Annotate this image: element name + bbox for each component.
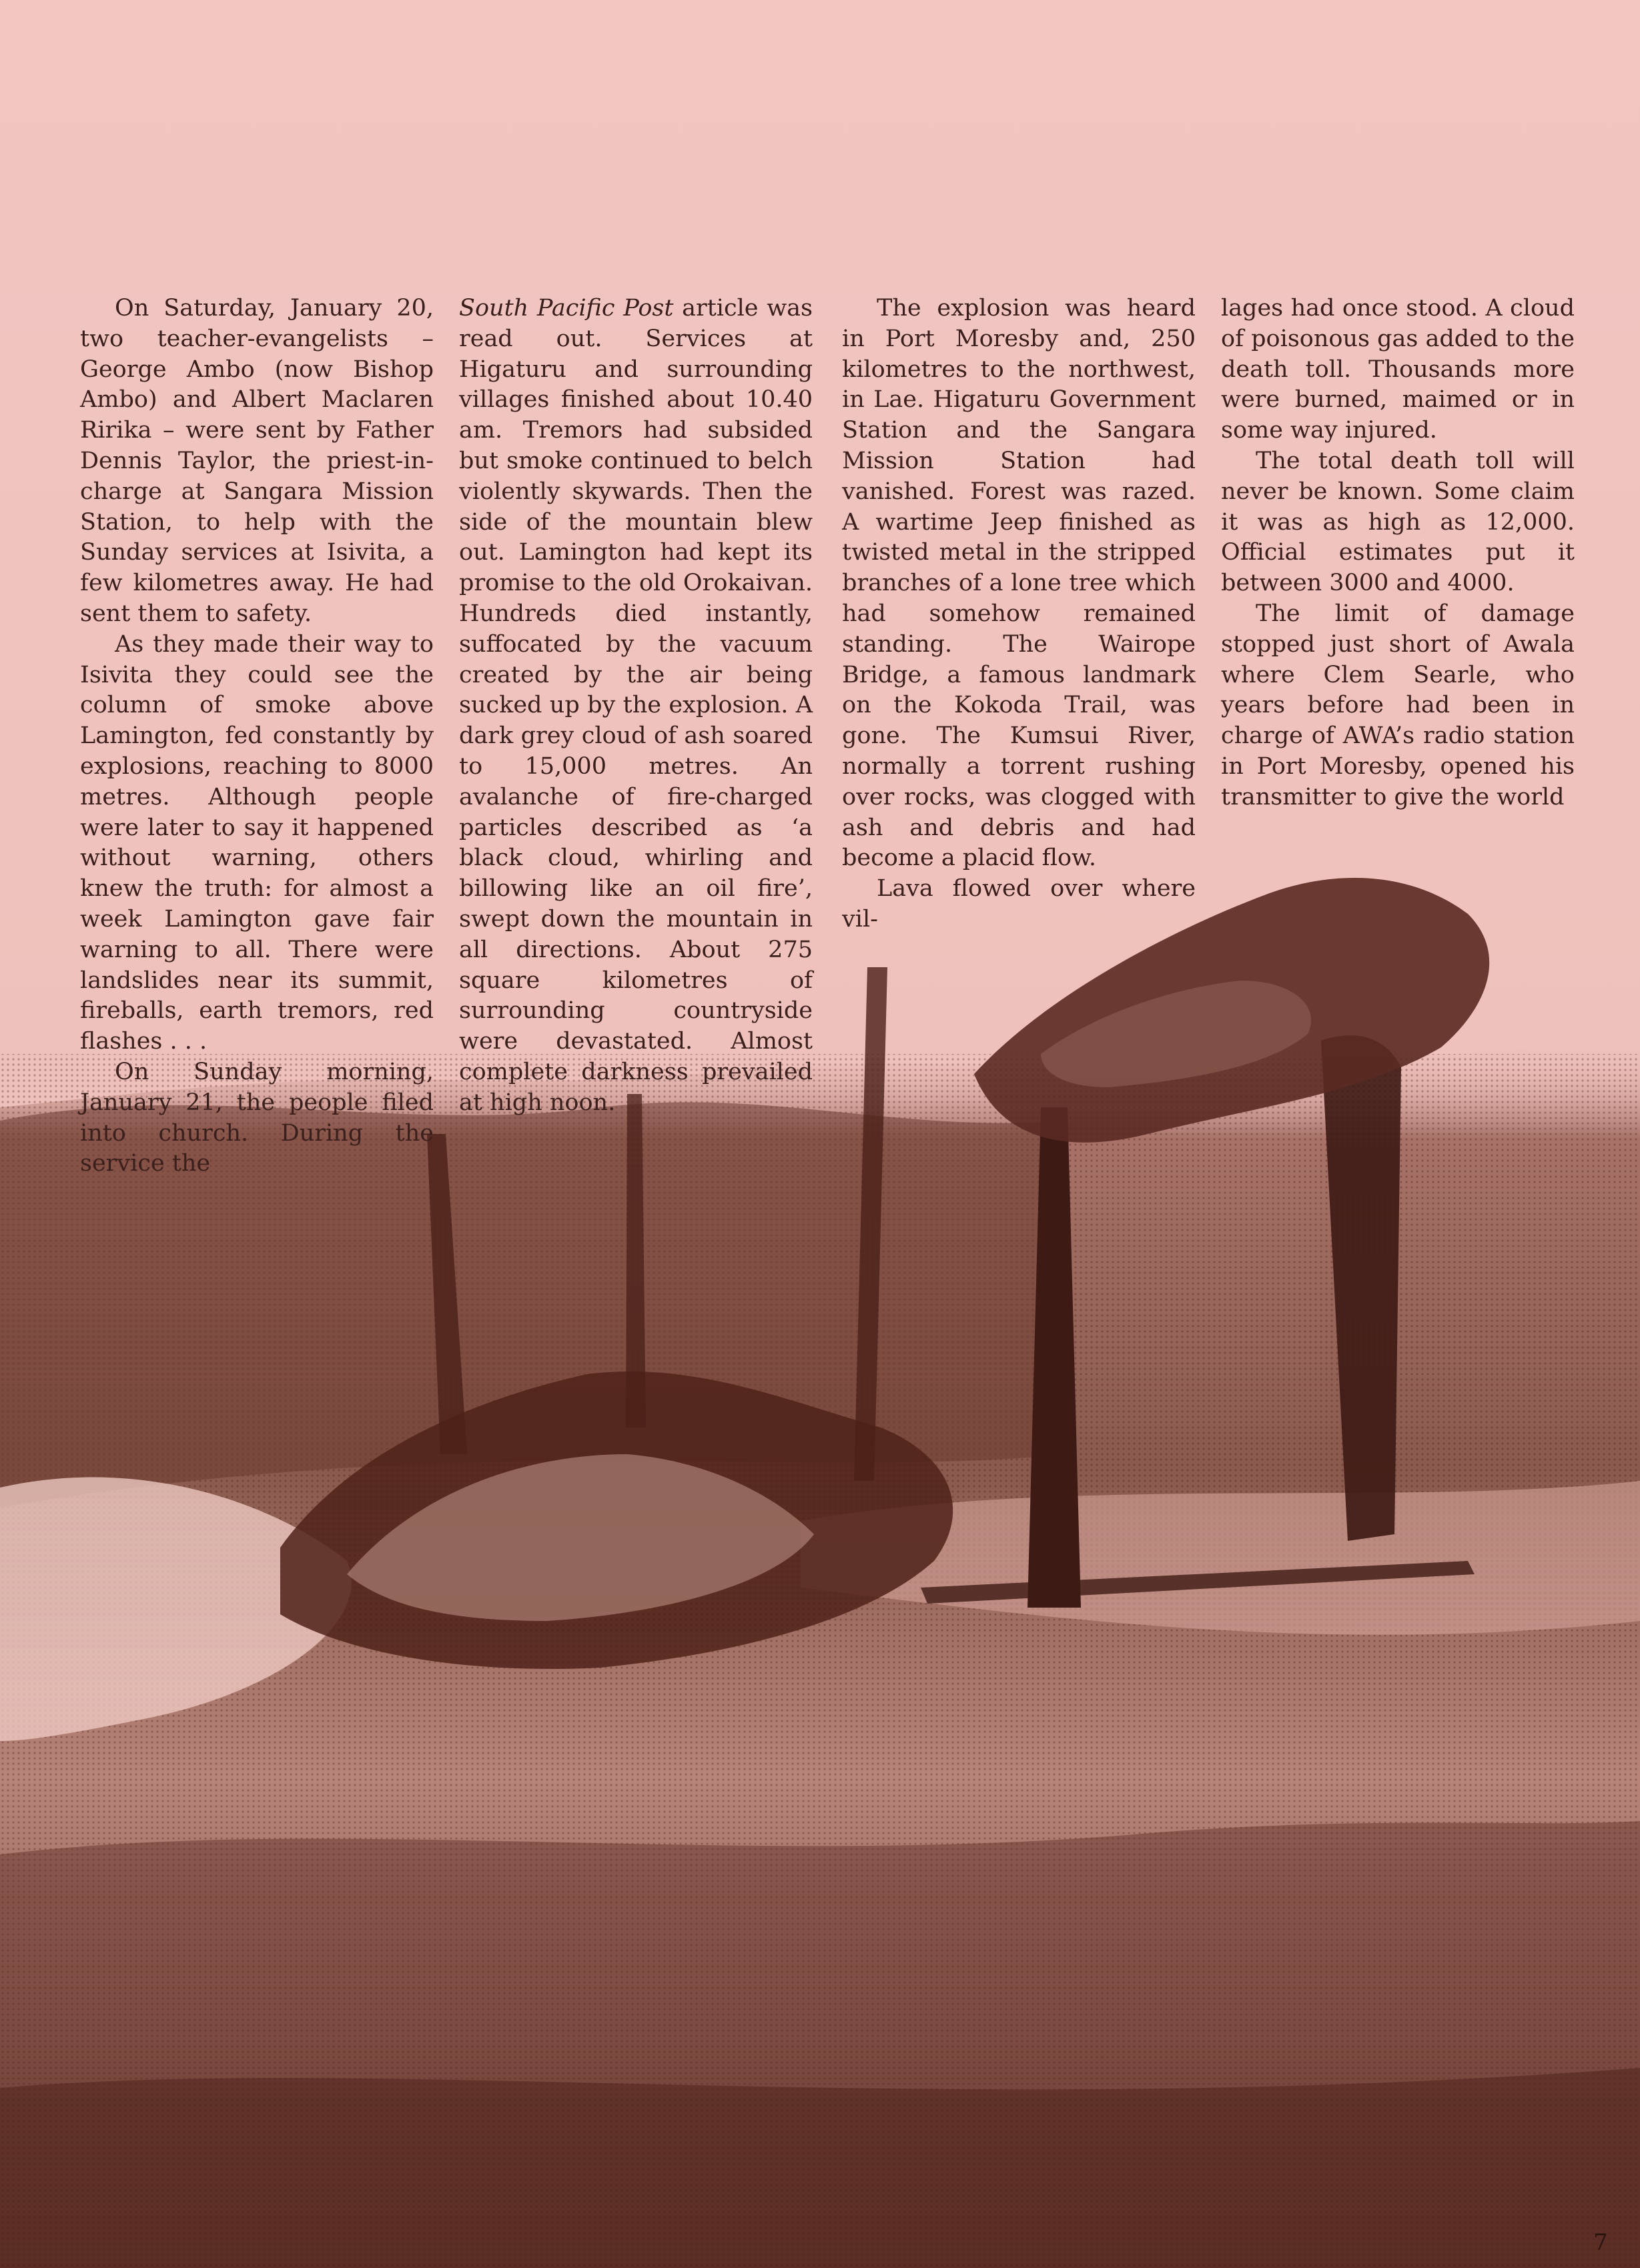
paragraph: Lava flowed over where vil- — [842, 875, 1196, 933]
paragraph — [459, 294, 813, 1119]
paragraph: The total death toll will never be known. Some claim it was as high as 12,000. Official estimates put it between 3000 and 4000. — [1221, 447, 1575, 597]
publication-title: South Pacific Post — [459, 295, 674, 322]
page-number: 7 — [1593, 2229, 1608, 2256]
text-column-2 — [459, 294, 813, 1119]
paragraph: The limit of damage stopped just short of Awala where Clem Searle, who years before had been in charge of AWA’s radio station in Port Moresby, opened his transmitter to give the world — [1221, 600, 1575, 810]
paragraph: On Saturday, January 20, two teacher-evangelists – George Ambo (now Bishop Ambo) and Albert Maclaren Ririka – were sent by Father Dennis Taylor, the priest-in-charge at Sangara Mission Station, to help with the Sunday services at Isivita, a few kilometres away. He had sent them to safety. — [80, 295, 434, 627]
paragraph-text: article was read out. Services at Higaturu and surrounding villages finished about 10.40 am. Tremors had subsided but smoke continued to belch violently skywards. Then the side of the mountain blew out. Lamington had kept its promise to the old Orokaivan. Hundreds died instantly, suffocated by the vacuum created by the air being sucked up by the explosion. A dark grey cloud of ash soared to 15,000 metres. An avalanche of fire-charged particles described as ‘a black cloud, whirling and billowing like an oil fire’, swept down the mountain in all directions. About 275 square kilometres of surrounding countryside were devastated. Almost complete darkness prevailed at high noon. — [459, 295, 813, 1116]
text-column-1 — [80, 294, 434, 1179]
paragraph: As they made their way to Isivita they could see the column of smoke above Lamington, fed constantly by explosions, reaching to 8000 metres. Although people were later to say it happened without warning, others knew the truth: for almost a week Lamington gave fair warning to all. There were landslides near its summit, fireballs, earth tremors, red flashes . . . — [80, 630, 434, 1055]
text-column-3 — [842, 294, 1196, 935]
text-column-4 — [1221, 294, 1575, 813]
paragraph: On Sunday morning, January 21, the people filed into church. During the service the — [80, 1058, 434, 1177]
paragraph: lages had once stood. A cloud of poisonous gas added to the death toll. Thousands more were burned, maimed or in some way injured. — [1221, 295, 1575, 444]
paragraph: The explosion was heard in Port Moresby and, 250 kilometres to the northwest, in Lae. Higaturu Government Station and the Sangara Mission Station had vanished. Forest was razed. A wartime Jeep finished as twisted metal in the stripped branches of a lone tree which had somehow remained standing. The Wairope Bridge, a famous landmark on the Kokoda Trail, was gone. The Kumsui River, normally a torrent rushing over rocks, was clogged with ash and debris and had become a placid flow. — [842, 295, 1196, 872]
